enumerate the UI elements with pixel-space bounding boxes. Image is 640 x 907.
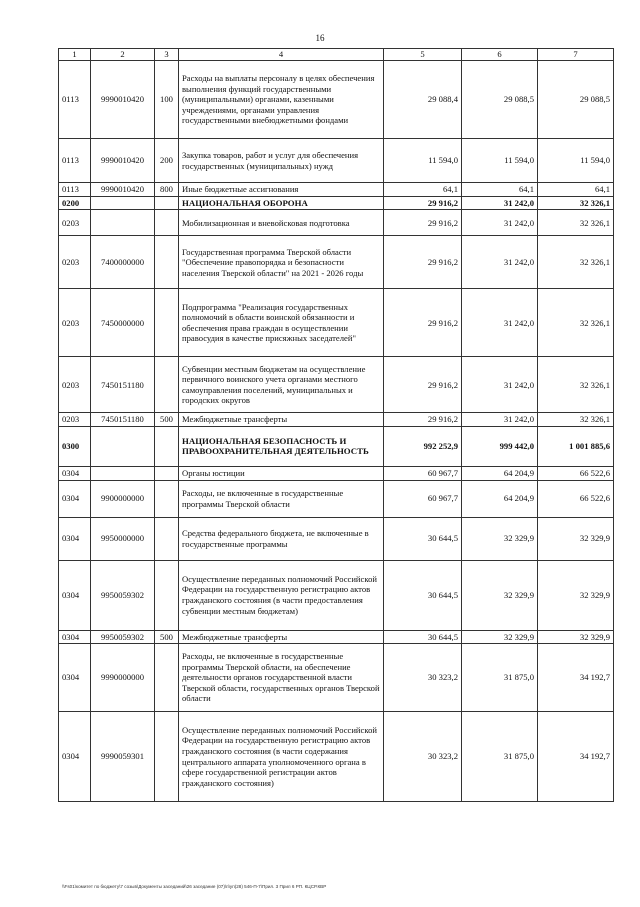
expense-type-cell bbox=[155, 644, 179, 712]
section-code-cell: 0113 bbox=[59, 183, 91, 197]
amount-2026-cell: 66 522,6 bbox=[538, 480, 614, 517]
header-col-4: 4 bbox=[179, 49, 384, 61]
table-row bbox=[59, 644, 614, 712]
amount-2026-cell: 1 001 885,6 bbox=[538, 426, 614, 466]
amount-2026-cell: 34 192,7 bbox=[538, 644, 614, 712]
amount-2024-cell: 29 916,2 bbox=[384, 196, 462, 210]
amount-2025-cell: 31 242,0 bbox=[462, 289, 538, 357]
expense-type-cell: 500 bbox=[155, 413, 179, 427]
target-article-cell: 9990000000 bbox=[91, 644, 155, 712]
table-row bbox=[59, 480, 614, 517]
section-code-cell: 0304 bbox=[59, 466, 91, 480]
target-article-cell: 9950000000 bbox=[91, 517, 155, 560]
amount-2025-cell: 64 204,9 bbox=[462, 466, 538, 480]
amount-2026-cell: 32 326,1 bbox=[538, 357, 614, 413]
amount-2024-cell: 29 088,4 bbox=[384, 61, 462, 139]
section-code-cell: 0300 bbox=[59, 426, 91, 466]
description-cell: Межбюджетные трансферты bbox=[179, 630, 384, 644]
target-article-cell: 9990059301 bbox=[91, 712, 155, 802]
section-code-cell: 0113 bbox=[59, 61, 91, 139]
amount-2025-cell: 999 442,0 bbox=[462, 426, 538, 466]
table-row bbox=[59, 139, 614, 183]
amount-2024-cell: 992 252,9 bbox=[384, 426, 462, 466]
table-row bbox=[59, 236, 614, 289]
amount-2024-cell: 60 967,7 bbox=[384, 480, 462, 517]
amount-2024-cell: 30 644,5 bbox=[384, 517, 462, 560]
amount-2025-cell: 29 088,5 bbox=[462, 61, 538, 139]
header-col-1: 1 bbox=[59, 49, 91, 61]
expense-type-cell bbox=[155, 560, 179, 630]
amount-2024-cell: 29 916,2 bbox=[384, 357, 462, 413]
expense-type-cell: 800 bbox=[155, 183, 179, 197]
amount-2024-cell: 11 594,0 bbox=[384, 139, 462, 183]
table-row bbox=[59, 196, 614, 210]
section-code-cell: 0304 bbox=[59, 644, 91, 712]
amount-2025-cell: 11 594,0 bbox=[462, 139, 538, 183]
amount-2024-cell: 30 323,2 bbox=[384, 644, 462, 712]
target-article-cell: 9990010420 bbox=[91, 61, 155, 139]
expense-type-cell bbox=[155, 426, 179, 466]
target-article-cell: 9950059302 bbox=[91, 560, 155, 630]
table-row bbox=[59, 466, 614, 480]
table-row bbox=[59, 517, 614, 560]
description-cell: Средства федерального бюджета, не включенные в государственные программы bbox=[179, 517, 384, 560]
description-cell: Мобилизационная и вневойсковая подготовка bbox=[179, 210, 384, 236]
table-row bbox=[59, 289, 614, 357]
amount-2026-cell: 64,1 bbox=[538, 183, 614, 197]
header-col-5: 5 bbox=[384, 49, 462, 61]
table-row bbox=[59, 630, 614, 644]
expense-type-cell bbox=[155, 480, 179, 517]
amount-2024-cell: 29 916,2 bbox=[384, 289, 462, 357]
amount-2025-cell: 31 242,0 bbox=[462, 236, 538, 289]
target-article-cell: 7450151180 bbox=[91, 357, 155, 413]
amount-2024-cell: 64,1 bbox=[384, 183, 462, 197]
amount-2025-cell: 31 242,0 bbox=[462, 413, 538, 427]
description-cell: Осуществление переданных полномочий Российской Федерации на государственную регистрацию актов гражданского состояния (в части предоставления субвенции местным бюджетам) bbox=[179, 560, 384, 630]
description-cell: Субвенции местным бюджетам на осуществление первичного воинского учета органами местного самоуправления поселений, муниципальных и городских округов bbox=[179, 357, 384, 413]
target-article-cell bbox=[91, 210, 155, 236]
description-cell: Расходы, не включенные в государственные программы Тверской области, на обеспечение деятельности органов государственной власти Тверской области, государственных органов Тверской области bbox=[179, 644, 384, 712]
expense-type-cell bbox=[155, 196, 179, 210]
section-code-cell: 0203 bbox=[59, 413, 91, 427]
description-cell: НАЦИОНАЛЬНАЯ БЕЗОПАСНОСТЬ И ПРАВООХРАНИТЕЛЬНАЯ ДЕЯТЕЛЬНОСТЬ bbox=[179, 426, 384, 466]
table-row bbox=[59, 560, 614, 630]
section-code-cell: 0304 bbox=[59, 480, 91, 517]
amount-2024-cell: 30 644,5 bbox=[384, 630, 462, 644]
amount-2024-cell: 60 967,7 bbox=[384, 466, 462, 480]
description-cell: Закупка товаров, работ и услуг для обеспечения государственных (муниципальных) нужд bbox=[179, 139, 384, 183]
amount-2024-cell: 29 916,2 bbox=[384, 210, 462, 236]
description-cell: Государственная программа Тверской области "Обеспечение правопорядка и безопасности населения Тверской области" на 2021 - 2026 годы bbox=[179, 236, 384, 289]
amount-2026-cell: 32 326,1 bbox=[538, 236, 614, 289]
target-article-cell: 9900000000 bbox=[91, 480, 155, 517]
section-code-cell: 0304 bbox=[59, 712, 91, 802]
table-row bbox=[59, 210, 614, 236]
amount-2026-cell: 32 329,9 bbox=[538, 517, 614, 560]
target-article-cell: 7450151180 bbox=[91, 413, 155, 427]
amount-2025-cell: 31 242,0 bbox=[462, 196, 538, 210]
section-code-cell: 0304 bbox=[59, 630, 91, 644]
amount-2025-cell: 32 329,9 bbox=[462, 560, 538, 630]
target-article-cell: 7400000000 bbox=[91, 236, 155, 289]
header-row bbox=[59, 49, 614, 61]
amount-2025-cell: 64 204,9 bbox=[462, 480, 538, 517]
header-col-6: 6 bbox=[462, 49, 538, 61]
description-cell: Расходы на выплаты персоналу в целях обеспечения выполнения функций государственными (муниципальными) органами, казенными учреждениями, органами управления государственными внебюджетными фондами bbox=[179, 61, 384, 139]
table-row bbox=[59, 61, 614, 139]
header-col-7: 7 bbox=[538, 49, 614, 61]
amount-2025-cell: 32 329,9 bbox=[462, 517, 538, 560]
amount-2025-cell: 31 242,0 bbox=[462, 210, 538, 236]
description-cell: Подпрограмма "Реализация государственных полномочий в области воинской обязанности и обеспечения права граждан в осуществлении правосудия в качестве присяжных заседателей" bbox=[179, 289, 384, 357]
expense-type-cell bbox=[155, 712, 179, 802]
amount-2024-cell: 29 916,2 bbox=[384, 236, 462, 289]
target-article-cell bbox=[91, 466, 155, 480]
description-cell: Органы юстиции bbox=[179, 466, 384, 480]
amount-2024-cell: 29 916,2 bbox=[384, 413, 462, 427]
amount-2026-cell: 29 088,5 bbox=[538, 61, 614, 139]
section-code-cell: 0203 bbox=[59, 210, 91, 236]
amount-2026-cell: 32 326,1 bbox=[538, 413, 614, 427]
expense-type-cell bbox=[155, 236, 179, 289]
target-article-cell bbox=[91, 196, 155, 210]
expense-type-cell bbox=[155, 289, 179, 357]
amount-2026-cell: 11 594,0 bbox=[538, 139, 614, 183]
amount-2025-cell: 32 329,9 bbox=[462, 630, 538, 644]
description-cell: Иные бюджетные ассигнования bbox=[179, 183, 384, 197]
table-row bbox=[59, 413, 614, 427]
amount-2025-cell: 31 875,0 bbox=[462, 644, 538, 712]
amount-2026-cell: 32 329,9 bbox=[538, 560, 614, 630]
table-row bbox=[59, 183, 614, 197]
target-article-cell: 7450000000 bbox=[91, 289, 155, 357]
section-code-cell: 0203 bbox=[59, 236, 91, 289]
target-article-cell bbox=[91, 426, 155, 466]
section-code-cell: 0304 bbox=[59, 517, 91, 560]
target-article-cell: 9950059302 bbox=[91, 630, 155, 644]
expense-type-cell: 100 bbox=[155, 61, 179, 139]
header-col-2: 2 bbox=[91, 49, 155, 61]
amount-2025-cell: 31 875,0 bbox=[462, 712, 538, 802]
target-article-cell: 9990010420 bbox=[91, 139, 155, 183]
amount-2026-cell: 66 522,6 bbox=[538, 466, 614, 480]
amount-2026-cell: 34 192,7 bbox=[538, 712, 614, 802]
expense-type-cell bbox=[155, 466, 179, 480]
expense-type-cell: 200 bbox=[155, 139, 179, 183]
amount-2025-cell: 31 242,0 bbox=[462, 357, 538, 413]
expense-type-cell: 500 bbox=[155, 630, 179, 644]
description-cell: Межбюджетные трансферты bbox=[179, 413, 384, 427]
header-col-3: 3 bbox=[155, 49, 179, 61]
page-number: 16 bbox=[315, 33, 325, 43]
amount-2026-cell: 32 329,9 bbox=[538, 630, 614, 644]
amount-2025-cell: 64,1 bbox=[462, 183, 538, 197]
description-cell: Осуществление переданных полномочий Российской Федерации на государственную регистрацию актов гражданского состояния (в части содержания центрального аппарата уполномоченного органа в сфере государственной регистрации актов гражданского состояния) bbox=[179, 712, 384, 802]
target-article-cell: 9990010420 bbox=[91, 183, 155, 197]
description-cell: Расходы, не включенные в государственные программы Тверской области bbox=[179, 480, 384, 517]
section-code-cell: 0304 bbox=[59, 560, 91, 630]
file-path-footer: \\Fs01\комитет по бюджету\7 созыв\Документы заседаний\26 заседание (07)\п\уп(28) 546-П-7\Прил. 3 Прил 6 РП. КЦСР.КВР bbox=[62, 884, 327, 889]
amount-2024-cell: 30 323,2 bbox=[384, 712, 462, 802]
amount-2024-cell: 30 644,5 bbox=[384, 560, 462, 630]
amount-2026-cell: 32 326,1 bbox=[538, 210, 614, 236]
table-row bbox=[59, 357, 614, 413]
table-row bbox=[59, 712, 614, 802]
section-code-cell: 0203 bbox=[59, 289, 91, 357]
section-code-cell: 0200 bbox=[59, 196, 91, 210]
amount-2026-cell: 32 326,1 bbox=[538, 196, 614, 210]
expense-type-cell bbox=[155, 210, 179, 236]
table-row bbox=[59, 426, 614, 466]
expense-type-cell bbox=[155, 517, 179, 560]
budget-table bbox=[58, 48, 614, 802]
section-code-cell: 0113 bbox=[59, 139, 91, 183]
description-cell: НАЦИОНАЛЬНАЯ ОБОРОНА bbox=[179, 196, 384, 210]
section-code-cell: 0203 bbox=[59, 357, 91, 413]
amount-2026-cell: 32 326,1 bbox=[538, 289, 614, 357]
expense-type-cell bbox=[155, 357, 179, 413]
